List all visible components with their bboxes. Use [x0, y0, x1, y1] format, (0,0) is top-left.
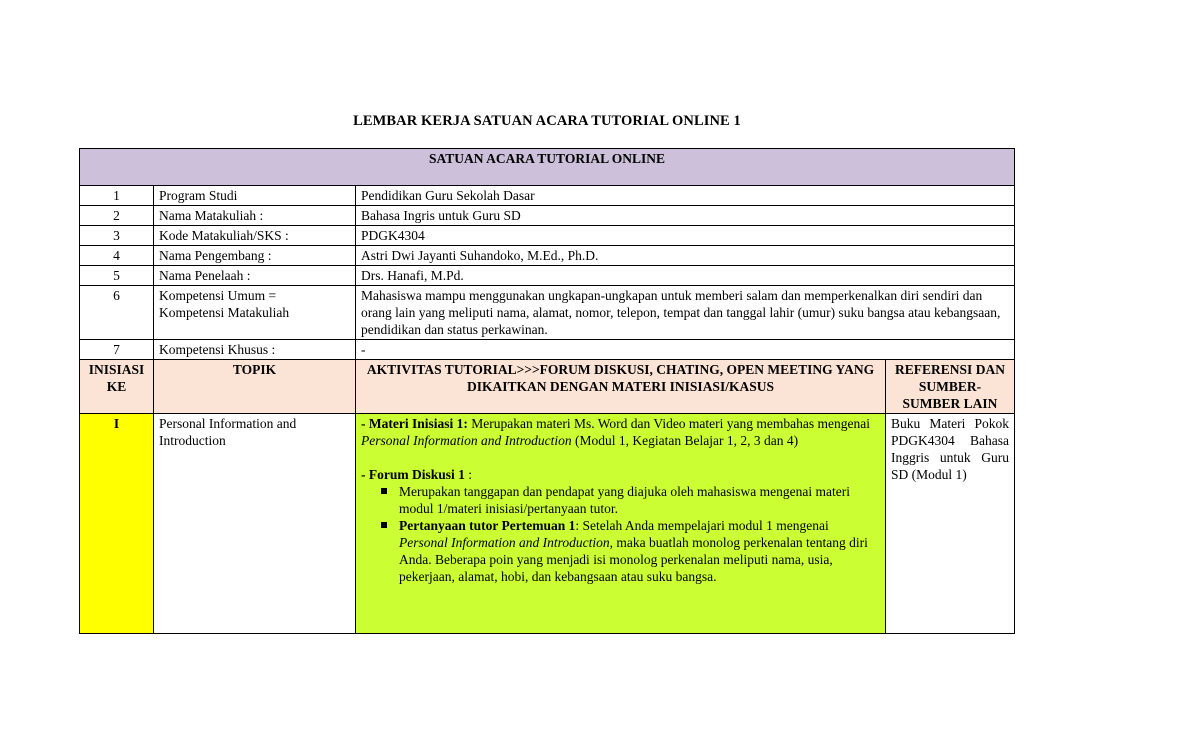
forum-colon: :	[464, 467, 473, 482]
row-label-line: Kompetensi Matakuliah	[159, 305, 290, 320]
row-value: Bahasa Ingris untuk Guru SD	[356, 206, 1015, 226]
bullet-italic: Personal Information and Introduction	[399, 535, 610, 550]
forum-label: - Forum Diskusi 1	[361, 467, 465, 482]
row-number: 4	[80, 246, 154, 266]
row-label: Nama Matakuliah :	[154, 206, 356, 226]
materi-text: Merupakan materi Ms. Word dan Video materi yang membahas mengenai	[467, 416, 870, 431]
table-row	[80, 206, 1015, 226]
session-topic: Personal Information and Introduction	[154, 414, 356, 634]
row-label	[154, 286, 356, 340]
bullet-label: Pertanyaan tutor Pertemuan 1	[399, 518, 576, 533]
table-header: SATUAN ACARA TUTORIAL ONLINE	[80, 149, 1015, 186]
row-value: Mahasiswa mampu menggunakan ungkapan-ungkapan untuk memberi salam dan memperkenalkan diri sendiri dan orang lain yang meliputi nama, alamat, nomor, telepon, tempat dan tanggal lahir (umur) suku bangsa atau kebangsaan, pendidikan dan status perkawinan.	[356, 286, 1015, 340]
list-item	[399, 483, 880, 517]
materi-text-end: (Modul 1, Kegiatan Belajar 1, 2, 3 dan 4)	[571, 433, 799, 448]
materi-label: - Materi Inisiasi 1:	[361, 416, 468, 431]
row-label: Program Studi	[154, 186, 356, 206]
row-label: Nama Penelaah :	[154, 266, 356, 286]
forum-bullet-list	[361, 483, 880, 585]
column-header-aktivitas: AKTIVITAS TUTORIAL>>>FORUM DISKUSI, CHATING, OPEN MEETING YANG DIKAITKAN DENGAN MATERI INISIASI/KASUS	[356, 360, 886, 414]
table-header-row	[80, 149, 1015, 186]
table-row	[80, 286, 1015, 340]
materi-paragraph	[361, 415, 880, 449]
row-value: Astri Dwi Jayanti Suhandoko, M.Ed., Ph.D.	[356, 246, 1015, 266]
bullet-text: Merupakan tanggapan dan pendapat yang diajuka oleh mahasiswa mengenai materi modul 1/materi inisiasi/pertanyaan tutor.	[399, 484, 850, 516]
square-bullet-icon	[381, 488, 387, 494]
row-number: 3	[80, 226, 154, 246]
session-activity	[356, 414, 886, 634]
square-bullet-icon	[381, 522, 387, 528]
table-row	[80, 226, 1015, 246]
satuan-acara-table	[79, 148, 1015, 634]
column-header-row	[80, 360, 1015, 414]
row-number: 6	[80, 286, 154, 340]
inisiasi-number: I	[80, 414, 154, 634]
column-header-topik: TOPIK	[154, 360, 356, 414]
row-value: Pendidikan Guru Sekolah Dasar	[356, 186, 1015, 206]
document-title: LEMBAR KERJA SATUAN ACARA TUTORIAL ONLINE 1	[353, 113, 741, 129]
table-row	[80, 246, 1015, 266]
row-value: Drs. Hanafi, M.Pd.	[356, 266, 1015, 286]
list-item	[399, 517, 880, 585]
materi-italic: Personal Information and Introduction	[361, 433, 572, 448]
row-number: 2	[80, 206, 154, 226]
bullet-text-end: , maka buatlah monolog perkenalan tentang diri Anda. Beberapa poin yang menjadi isi monolog perkenalan meliputi nama, usia, pekerjaan, alamat, hobi, dan kebangsaan atau suku bangsa.	[399, 535, 868, 584]
row-number: 5	[80, 266, 154, 286]
row-number: 7	[80, 340, 154, 360]
row-label: Kode Matakuliah/SKS :	[154, 226, 356, 246]
session-reference: Buku Materi Pokok PDGK4304 Bahasa Inggris untuk Guru SD (Modul 1)	[886, 414, 1015, 634]
table-row	[80, 266, 1015, 286]
row-label-line: Kompetensi Umum =	[159, 288, 277, 303]
table-row	[80, 186, 1015, 206]
table-row	[80, 340, 1015, 360]
row-value: -	[356, 340, 1015, 360]
row-value: PDGK4304	[356, 226, 1015, 246]
forum-heading	[361, 466, 880, 483]
bullet-text: : Setelah Anda mempelajari modul 1 mengenai	[575, 518, 829, 533]
column-header-referensi: REFERENSI DAN SUMBER-SUMBER LAIN	[886, 360, 1015, 414]
row-label: Kompetensi Khusus :	[154, 340, 356, 360]
row-number: 1	[80, 186, 154, 206]
column-header-inisiasi: INISIASI KE	[80, 360, 154, 414]
row-label: Nama Pengembang :	[154, 246, 356, 266]
session-row	[80, 414, 1015, 634]
